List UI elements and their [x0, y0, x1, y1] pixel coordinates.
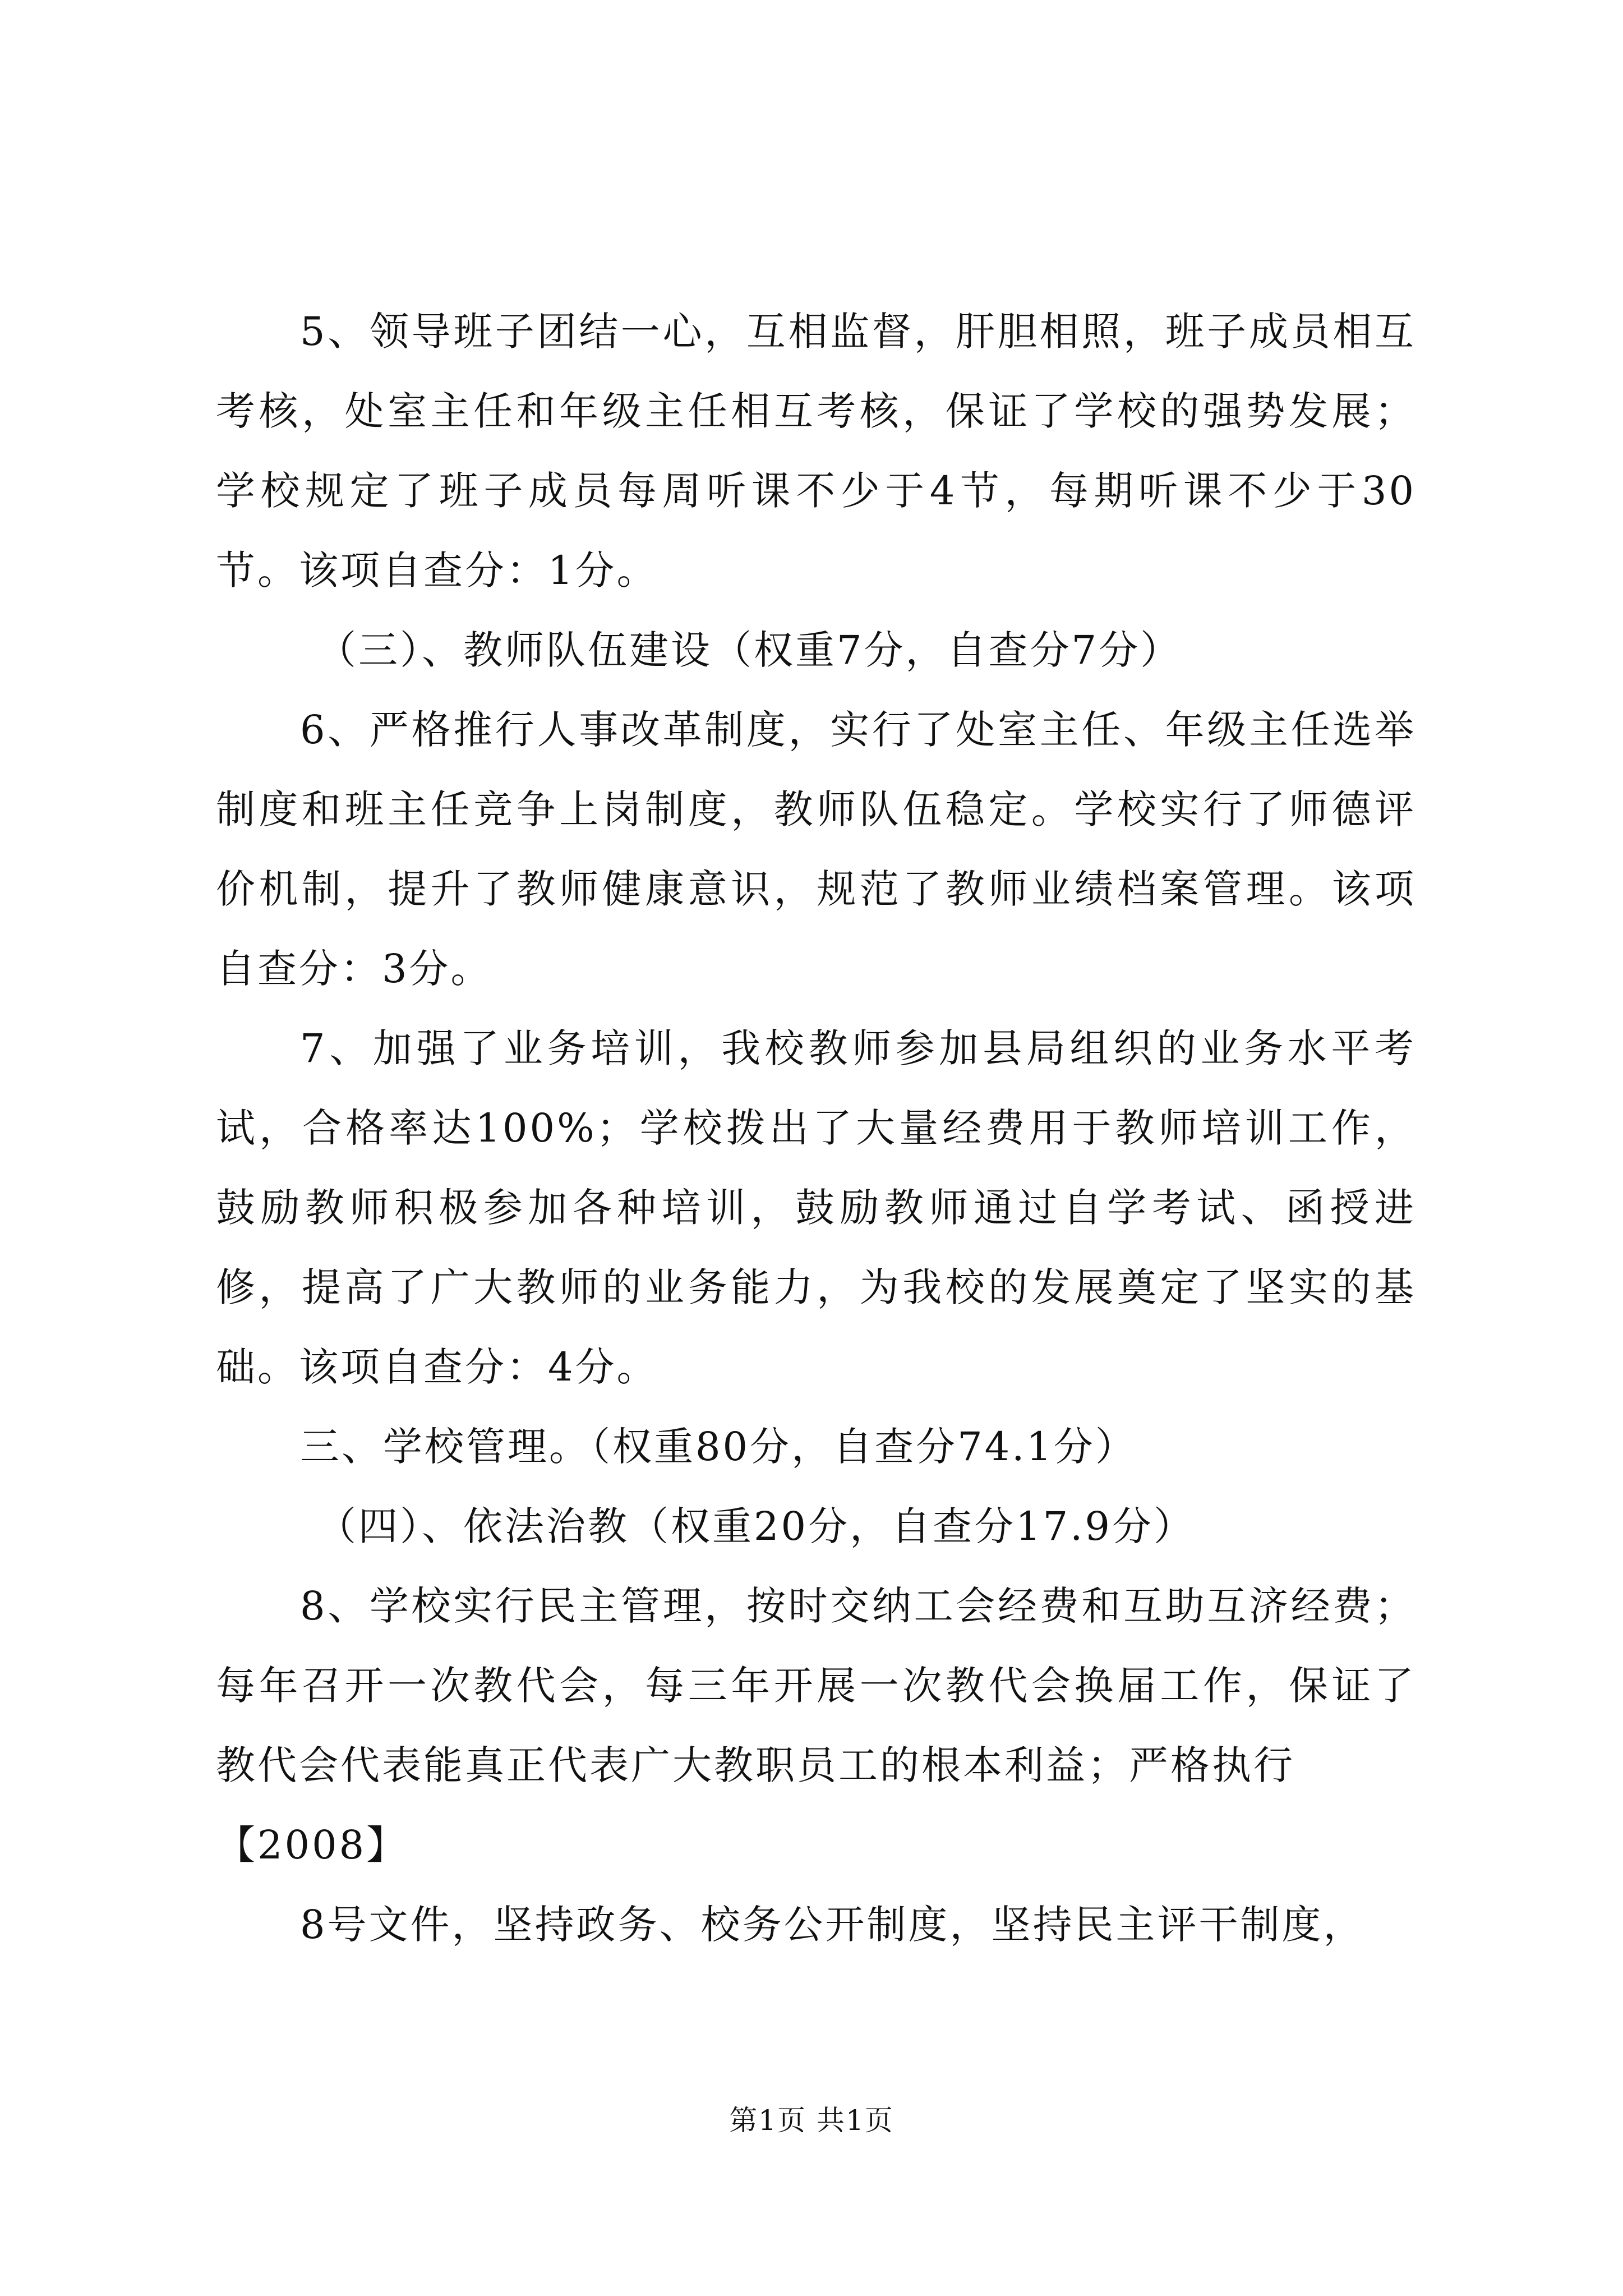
- paragraph-item-8-continued: 8号文件，坚持政务、校务公开制度，坚持民主评干制度，: [300, 1902, 1365, 1948]
- section-heading-school-management: 三、学校管理。（权重80分，自查分74.1分）: [300, 1424, 1137, 1470]
- section-heading-teacher-team: （三）、教师队伍建设（权重7分，自查分7分）: [317, 627, 1182, 673]
- paragraph-item-6: 6、严格推行人事改革制度，实行了处室主任、年级主任选举制度和班主任竞争上岗制度，教师队伍稳定。学校实行了师德评价机制，提升了教师健康意识，规范了教师业绩档案管理。该项自查分：3分。: [216, 707, 1416, 992]
- paragraph-item-5: 5、领导班子团结一心，互相监督，肝胆相照，班子成员相互考核，处室主任和年级主任相互考核，保证了学校的强势发展；学校规定了班子成员每周听课不少于4节，每期听课不少于30节。该项自查分：1分。: [216, 309, 1416, 593]
- document-body: [216, 292, 1416, 1964]
- page-footer: 第1页 共1页: [729, 2104, 894, 2137]
- section-heading-law-based-education: （四）、依法治教（权重20分，自查分17.9分）: [317, 1503, 1195, 1549]
- paragraph-item-8: 8、学校实行民主管理，按时交纳工会经费和互助互济经费；每年召开一次教代会，每三年开展一次教代会换届工作，保证了教代会代表能真正代表广大教职员工的根本利益；严格执行: [216, 1583, 1416, 1788]
- paragraph-item-7: 7、加强了业务培训，我校教师参加县局组织的业务水平考试，合格率达100%；学校拨出了大量经费用于教师培训工作，鼓励教师积极参加各种培训，鼓励教师通过自学考试、函授进修，提高了广大教师的业务能力，为我校的发展奠定了坚实的基础。该项自查分：4分。: [216, 1025, 1416, 1390]
- document-reference-year: 【2008】: [216, 1822, 408, 1868]
